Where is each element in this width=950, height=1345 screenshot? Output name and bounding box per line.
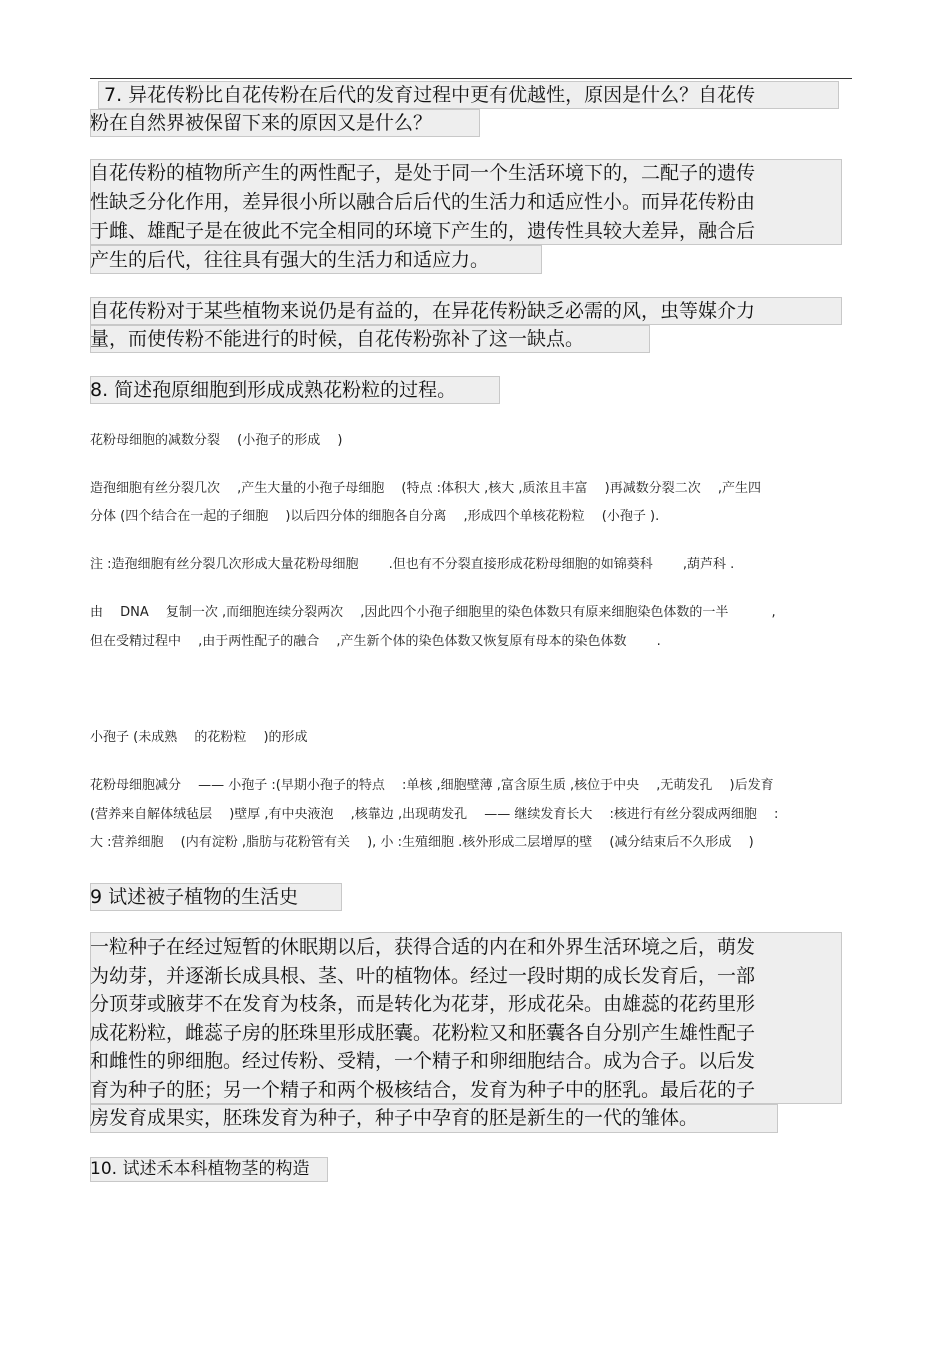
answer-7-line: 自花传粉对于某些植物来说仍是有益的，在异花传粉缺乏必需的风，虫等媒介力	[90, 300, 756, 322]
answer-7-line: 量，而使传粉不能进行的时候，自花传粉弥补了这一缺点。	[90, 328, 585, 350]
answer-8-line: 造孢细胞有丝分裂几次 ,产生大量的小孢子母细胞 (特点 :体积大 ,核大 ,质浓且丰富 )再减数分裂二次 ,产生四	[90, 481, 761, 496]
answer-7-line: 产生的后代，往往具有强大的生活力和适应力。	[90, 249, 490, 271]
answer-7-line: 自花传粉的植物所产生的两性配子，是处于同一个生活环境下的，二配子的遗传	[90, 162, 756, 184]
answer-9-line: 为幼芽，并逐渐长成具根、茎、叶的植物体。经过一段时期的成长发育后，一部	[90, 965, 756, 987]
answer-8-line: 分体 (四个结合在一起的子细胞 )以后四分体的细胞各自分离 ,形成四个单核花粉粒 (小孢子 ).	[90, 509, 660, 524]
answer-9-line: 育为种子的胚；另一个精子和两个极核结合，发育为种子中的胚乳。最后花的子	[90, 1079, 756, 1101]
answer-8-line: 大 :营养细胞 (内有淀粉 ,脂肪与花粉管有关 ), 小 :生殖细胞 .核外形成二层增厚的壁 (减分结束后不久形成 )	[90, 835, 754, 850]
answer-9-line: 成花粉粒，雌蕊子房的胚珠里形成胚囊。花粉粒又和胚囊各自分别产生雄性配子	[90, 1022, 756, 1044]
question-9-heading: 9 试述被子植物的生活史	[90, 886, 299, 908]
question-7-line: 粉在自然界被保留下来的原因又是什么？	[90, 112, 433, 134]
section-subtitle: 小孢子 (未成熟 的花粉粒 )的形成	[90, 730, 308, 745]
question-8-heading: 8. 简述孢原细胞到形成成熟花粉粒的过程。	[90, 379, 457, 401]
answer-8-line: 但在受精过程中 ,由于两性配子的融合 ,产生新个体的染色体数又恢复原有母本的染色体数 .	[90, 634, 661, 649]
answer-9-line: 一粒种子在经过短暂的休眠期以后，获得合适的内在和外界生活环境之后，萌发	[90, 936, 756, 958]
section-subtitle: 花粉母细胞的减数分裂 (小孢子的形成 )	[90, 433, 343, 448]
answer-7-line: 于雌、雄配子是在彼此不完全相同的环境下产生的，遗传性具较大差异，融合后	[90, 220, 756, 242]
note-line: 注 :造孢细胞有丝分裂几次形成大量花粉母细胞 .但也有不分裂直接形成花粉母细胞的如锦葵科 ,葫芦科 .	[90, 557, 735, 572]
answer-8-line: 由 DNA 复制一次 ,而细胞连续分裂两次 ,因此四个小孢子细胞里的染色体数只有原来细胞染色体数的一半 ,	[90, 605, 776, 620]
question-10-heading: 10. 试述禾本科植物茎的构造	[90, 1159, 310, 1179]
answer-8-line: (营养来自解体绒毡层 )壁厚 ,有中央液泡 ,核靠边 ,出现萌发孔 —— 继续发育长大 :核进行有丝分裂成两细胞 :	[90, 807, 779, 822]
answer-9-line: 和雌性的卵细胞。经过传粉、受精，一个精子和卵细胞结合。成为合子。以后发	[90, 1050, 756, 1072]
answer-7-line: 性缺乏分化作用，差异很小所以融合后后代的生活力和适应性小。而异花传粉由	[90, 191, 756, 213]
answer-9-line: 房发育成果实，胚珠发育为种子，种子中孕育的胚是新生的一代的雏体。	[90, 1107, 699, 1129]
top-rule	[90, 78, 852, 79]
question-7-line: 7. 异花传粉比自花传粉在后代的发育过程中更有优越性，原因是什么？自花传	[104, 84, 756, 106]
answer-9-line: 分顶芽或腋芽不在发育为枝条，而是转化为花芽，形成花朵。由雄蕊的花药里形	[90, 993, 756, 1015]
answer-8-line: 花粉母细胞减分 —— 小孢子 :(早期小孢子的特点 :单核 ,细胞壁薄 ,富含原生质 ,核位于中央 ,无萌发孔 )后发育	[90, 778, 774, 793]
